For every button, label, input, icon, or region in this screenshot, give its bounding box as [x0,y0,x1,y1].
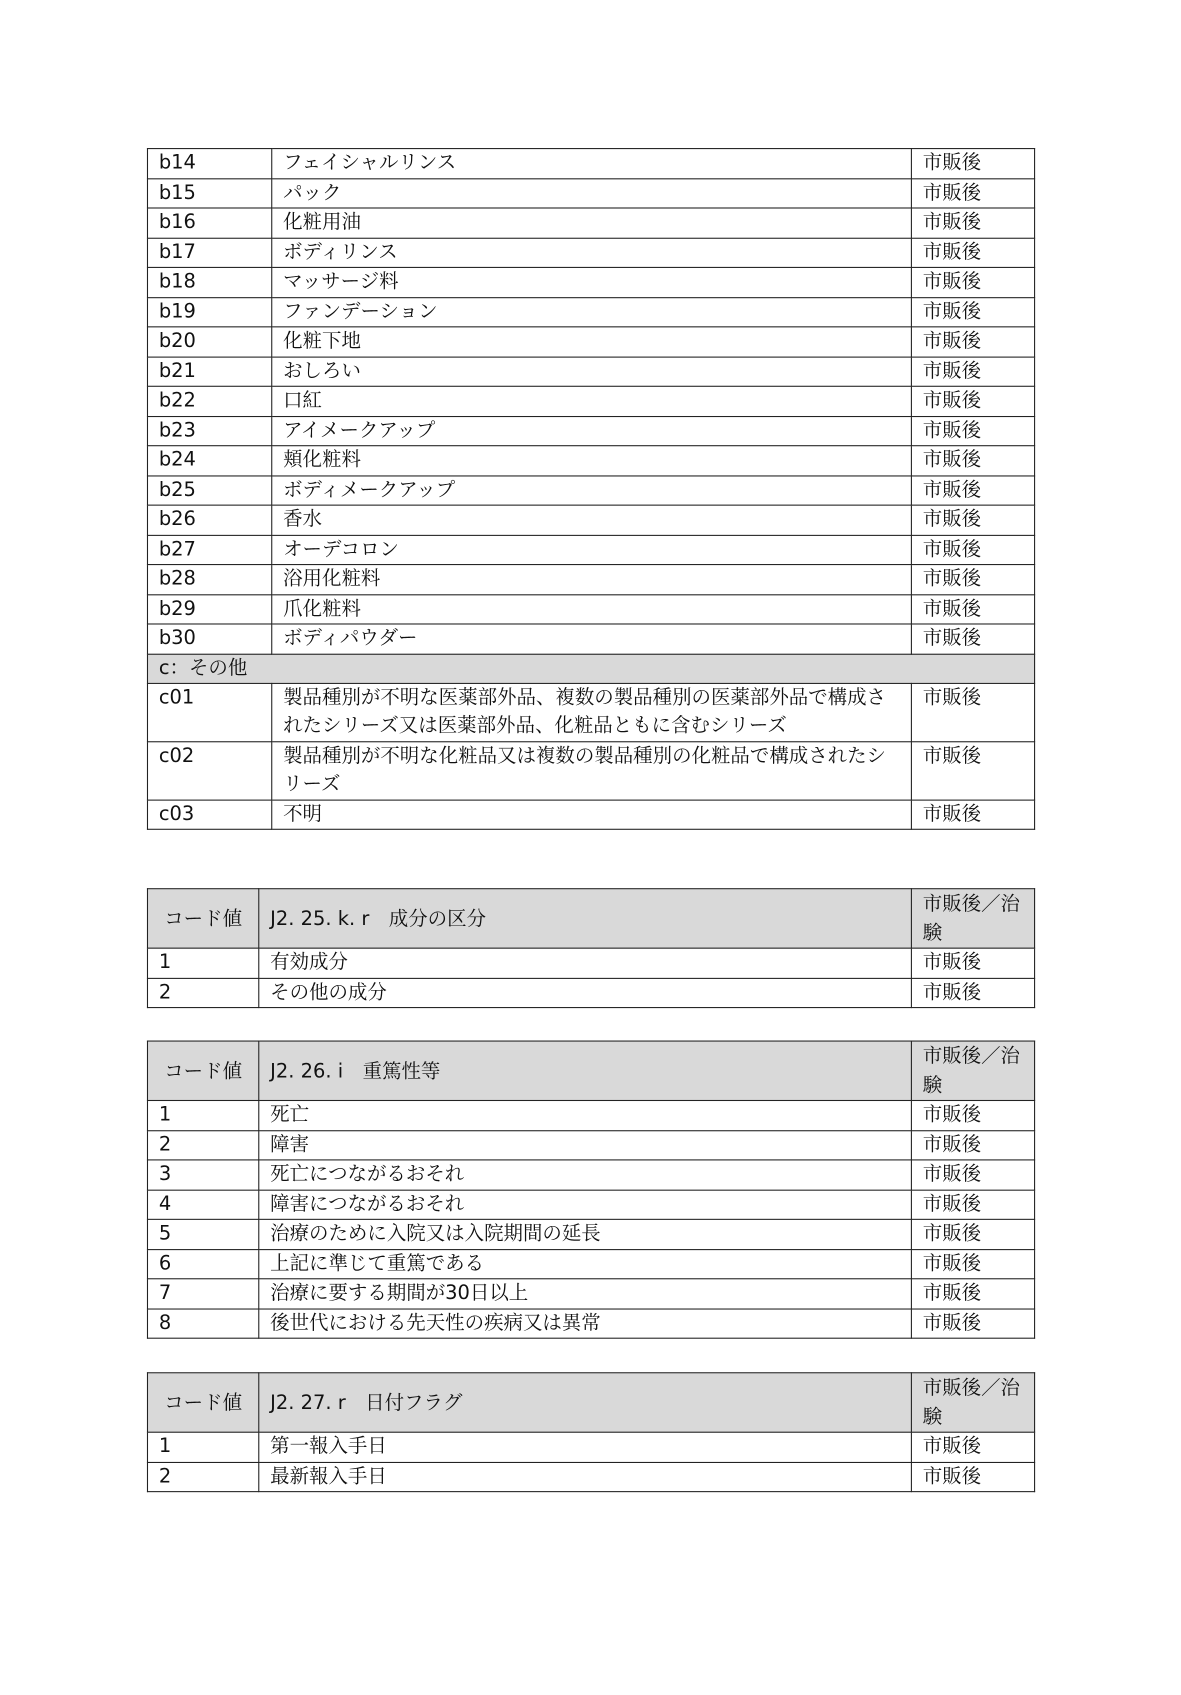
code-value: 3 [147,1160,258,1190]
code-value: c02 [147,741,271,799]
status-value: 市販後 [911,1130,1034,1160]
header-code: コード値 [147,1373,258,1432]
table-row [147,149,1034,179]
code-value: 1 [147,1432,258,1462]
item-name: 死亡につながるおそれ [259,1160,912,1190]
code-value: 5 [147,1219,258,1249]
status-value: 市販後 [911,1462,1034,1492]
code-value: 7 [147,1279,258,1309]
table-row [147,978,1034,1008]
header-status: 市販後／治験 [911,1041,1034,1100]
status-value: 市販後 [911,683,1034,741]
header-title: J2. 25. k. r 成分の区分 [259,889,912,948]
item-name: フェイシャルリンス [272,149,912,179]
table-header [147,889,1034,948]
item-name: 治療のために入院又は入院期間の延長 [259,1219,912,1249]
status-value: 市販後 [911,978,1034,1008]
table-row [147,357,1034,387]
table-row [147,416,1034,446]
item-name: 香水 [272,505,912,535]
table-row [147,1219,1034,1249]
table-row [147,948,1034,978]
table-row [147,297,1034,327]
item-name: アイメークアップ [272,416,912,446]
status-value: 市販後 [911,1190,1034,1220]
item-name: 障害につながるおそれ [259,1190,912,1220]
table-row [147,505,1034,535]
table-row [147,800,1034,830]
item-name: 障害 [259,1130,912,1160]
cosmetic-type-table [147,148,1035,830]
item-name: おしろい [272,357,912,387]
status-value: 市販後 [911,1279,1034,1309]
status-value: 市販後 [911,1160,1034,1190]
status-value: 市販後 [911,208,1034,238]
code-value: b28 [147,565,271,595]
table-header [147,1373,1034,1432]
code-value: c03 [147,800,271,830]
table-row [147,238,1034,268]
table-row [147,1130,1034,1160]
table-row [147,1279,1034,1309]
item-name: 最新報入手日 [259,1462,912,1492]
code-value: b29 [147,594,271,624]
table-row [147,1432,1034,1462]
header-title: J2. 27. r 日付フラグ [259,1373,912,1432]
status-value: 市販後 [911,1432,1034,1462]
table-row [147,446,1034,476]
status-value: 市販後 [911,535,1034,565]
code-value: 8 [147,1308,258,1338]
status-value: 市販後 [911,416,1034,446]
header-status: 市販後／治験 [911,889,1034,948]
header-code: コード値 [147,1041,258,1100]
table-row [147,683,1034,741]
header-code: コード値 [147,889,258,948]
table-row [147,386,1034,416]
status-value: 市販後 [911,149,1034,179]
status-value: 市販後 [911,1100,1034,1130]
item-name: 不明 [272,800,912,830]
status-value: 市販後 [911,178,1034,208]
item-name: マッサージ料 [272,267,912,297]
item-name: 化粧用油 [272,208,912,238]
item-name: その他の成分 [259,978,912,1008]
code-value: c01 [147,683,271,741]
table-row [147,741,1034,799]
item-name: 製品種別が不明な医薬部外品、複数の製品種別の医薬部外品で構成されたシリーズ又は医薬部外品、化粧品ともに含むシリーズ [272,683,912,741]
code-value: b20 [147,327,271,357]
table-row [147,565,1034,595]
ingredient-category-table [147,888,1035,1008]
code-value: b24 [147,446,271,476]
code-value: b15 [147,178,271,208]
status-value: 市販後 [911,357,1034,387]
item-name: 化粧下地 [272,327,912,357]
seriousness-table [147,1041,1035,1339]
item-name: 口紅 [272,386,912,416]
code-value: 2 [147,1130,258,1160]
header-title: J2. 26. i 重篤性等 [259,1041,912,1100]
status-value: 市販後 [911,624,1034,654]
code-value: 2 [147,978,258,1008]
table-row [147,208,1034,238]
table-header [147,1041,1034,1100]
table-row [147,1308,1034,1338]
table-row [147,267,1034,297]
code-value: b18 [147,267,271,297]
status-value: 市販後 [911,594,1034,624]
item-name: 第一報入手日 [259,1432,912,1462]
code-value: 1 [147,948,258,978]
item-name: ボディメークアップ [272,475,912,505]
table-row [147,535,1034,565]
item-name: ボディパウダー [272,624,912,654]
item-name: 爪化粧料 [272,594,912,624]
code-value: b22 [147,386,271,416]
table-row [147,1462,1034,1492]
item-name: ボディリンス [272,238,912,268]
item-name: 浴用化粧料 [272,565,912,595]
status-value: 市販後 [911,475,1034,505]
table-row [147,327,1034,357]
group-label: c：その他 [147,654,1034,683]
status-value: 市販後 [911,565,1034,595]
item-name: 有効成分 [259,948,912,978]
code-value: b16 [147,208,271,238]
table-row [147,1160,1034,1190]
code-value: 6 [147,1249,258,1279]
item-name: オーデコロン [272,535,912,565]
table-row [147,178,1034,208]
code-value: 1 [147,1100,258,1130]
status-value: 市販後 [911,1219,1034,1249]
code-value: b25 [147,475,271,505]
status-value: 市販後 [911,446,1034,476]
status-value: 市販後 [911,297,1034,327]
status-value: 市販後 [911,741,1034,799]
item-name: 治療に要する期間が30日以上 [259,1279,912,1309]
table-row [147,1190,1034,1220]
code-value: b21 [147,357,271,387]
code-value: 4 [147,1190,258,1220]
code-value: b23 [147,416,271,446]
header-status: 市販後／治験 [911,1373,1034,1432]
code-value: b14 [147,149,271,179]
status-value: 市販後 [911,1249,1034,1279]
status-value: 市販後 [911,505,1034,535]
status-value: 市販後 [911,386,1034,416]
code-value: b26 [147,505,271,535]
status-value: 市販後 [911,1308,1034,1338]
table-row [147,594,1034,624]
code-value: b27 [147,535,271,565]
status-value: 市販後 [911,327,1034,357]
item-name: 製品種別が不明な化粧品又は複数の製品種別の化粧品で構成されたシリーズ [272,741,912,799]
table-row [147,1249,1034,1279]
status-value: 市販後 [911,238,1034,268]
code-value: b17 [147,238,271,268]
item-name: 頬化粧料 [272,446,912,476]
table-row [147,624,1034,654]
date-flag-table [147,1372,1035,1492]
code-value: b30 [147,624,271,654]
status-value: 市販後 [911,800,1034,830]
item-name: 上記に準じて重篤である [259,1249,912,1279]
status-value: 市販後 [911,948,1034,978]
code-value: 2 [147,1462,258,1492]
status-value: 市販後 [911,267,1034,297]
item-name: ファンデーション [272,297,912,327]
table-row [147,475,1034,505]
item-name: 死亡 [259,1100,912,1130]
code-value: b19 [147,297,271,327]
group-row [147,654,1034,683]
table-row [147,1100,1034,1130]
item-name: パック [272,178,912,208]
item-name: 後世代における先天性の疾病又は異常 [259,1308,912,1338]
